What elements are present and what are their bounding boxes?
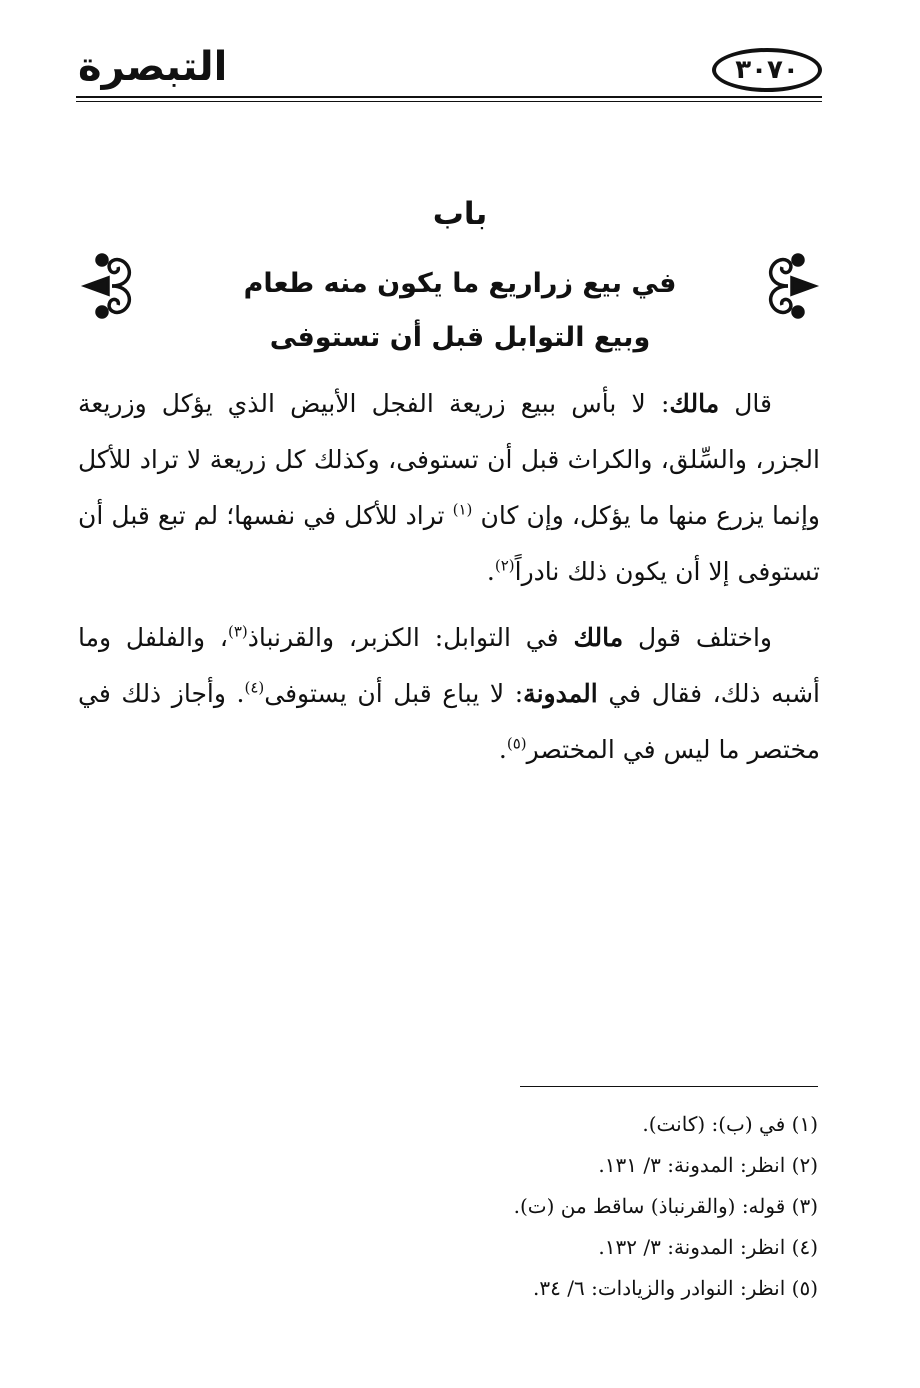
p2-bold-name: مالك	[573, 623, 624, 652]
header-rule-thin	[76, 101, 822, 102]
p2-text: ، والفلفل وما أشبه ذلك، فقال في	[78, 623, 820, 708]
header-rule	[76, 96, 822, 98]
page-number: ٣٠٧٠	[735, 55, 799, 85]
p2-text: : لا يباع قبل أن يستوفى	[264, 679, 524, 708]
page-header	[76, 40, 822, 110]
p1-text: .	[486, 557, 495, 586]
page-number-oval	[712, 48, 822, 92]
p2-text: في التوابل: الكزبر، والقرنباذ	[247, 623, 574, 652]
p2-text: واختلف قول	[623, 623, 772, 652]
p1-bold-name: مالك	[669, 389, 720, 418]
footnote-ref: (٤)	[244, 678, 265, 697]
paragraph-2	[78, 610, 820, 778]
p2-text: . وأجاز ذلك في مختصر ما ليس في المختصر	[78, 679, 820, 764]
footnote-ref: (٣)	[227, 622, 248, 641]
footnotes	[514, 1104, 818, 1309]
chapter-label: باب	[432, 196, 488, 232]
p1-text: : لا بأس ببيع زريعة الفجل الأبيض الذي يؤكل وزريعة الجزر، والسِّلق، والكراث قبل أن تستوفى، وكذلك كل زريعة لا تراد للأكل وإنما يزرع منها ما يؤكل، وإن كان	[78, 389, 820, 530]
p2-bold-book: المدونة	[523, 679, 598, 708]
footnote-item: (١) في (ب): (كانت).	[642, 1112, 818, 1136]
chapter-title-line1: في بيع زراريع ما يكون منه طعام	[243, 268, 677, 299]
footnote-item: (٤) انظر: المدونة: ٣/ ١٣٢.	[598, 1235, 818, 1259]
footnote-divider	[520, 1086, 818, 1087]
footnote-ref: (١)	[452, 500, 473, 519]
chapter-title-line2: وبيع التوابل قبل أن تستوفى	[269, 322, 651, 353]
footnote-item: (٥) انظر: النوادر والزيادات: ٦/ ٣٤.	[533, 1276, 818, 1300]
footnote-ref: (٥)	[506, 734, 527, 753]
p1-text: قال	[719, 389, 772, 418]
footnote-ref: (٢)	[494, 556, 515, 575]
footnote-item: (٢) انظر: المدونة: ٣/ ١٣١.	[598, 1153, 818, 1177]
p1-text: تراد للأكل في نفسها؛ لم تبع قبل أن تستوفى إلا أن يكون ذلك نادراً	[78, 501, 820, 586]
paragraph-1	[78, 376, 820, 600]
p2-text: .	[498, 735, 507, 764]
footnote-item: (٣) قوله: (والقرنباذ) ساقط من (ت).	[513, 1194, 818, 1218]
book-title: التبصرة	[78, 44, 228, 90]
